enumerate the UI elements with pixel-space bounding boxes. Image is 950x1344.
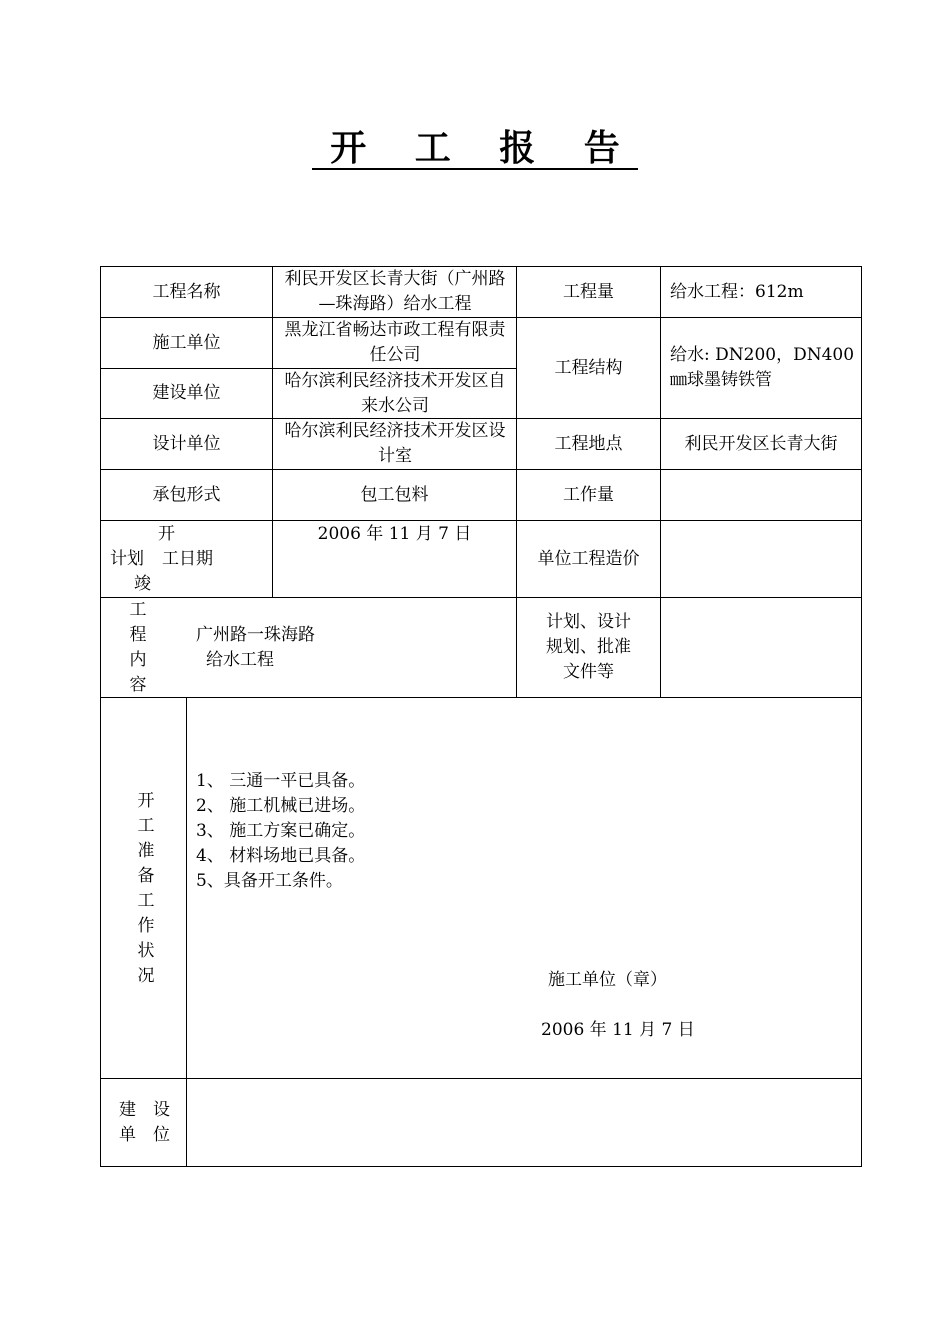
docs-label-line: 文件等 bbox=[563, 662, 614, 682]
content-value-line-2: 给水工程 bbox=[206, 650, 274, 670]
prep-label-char: 工 bbox=[137, 816, 155, 836]
plan-label-plan: 计划 bbox=[110, 549, 144, 569]
content-value-line-1: 广州路一珠海路 bbox=[196, 625, 315, 645]
list-item: 1、 三通一平已具备。 bbox=[196, 771, 366, 791]
contract-value: 包工包料 bbox=[360, 484, 429, 505]
list-item: 3、 施工方案已确定。 bbox=[196, 821, 366, 841]
table-line bbox=[272, 266, 273, 597]
prep-label-char: 备 bbox=[137, 866, 155, 886]
location-value: 利民开发区长青大街 bbox=[684, 433, 838, 454]
prep-label-char: 况 bbox=[137, 966, 155, 986]
plan-label-date: 工日期 bbox=[162, 549, 213, 569]
owner-sign-label-line-1: 建 设 bbox=[119, 1100, 170, 1120]
contract-label: 承包形式 bbox=[152, 484, 221, 505]
location-label: 工程地点 bbox=[554, 433, 623, 454]
project-name-label: 工程名称 bbox=[152, 281, 221, 302]
prep-list bbox=[196, 769, 365, 894]
structure-label: 工程结构 bbox=[554, 357, 623, 378]
constructor-value: 黑龙江省畅达市政工程有限责任公司 bbox=[284, 320, 506, 365]
quantity-label: 工程量 bbox=[563, 281, 614, 302]
structure-value: 给水: DN200，DN400㎜球墨铸铁管 bbox=[670, 345, 855, 390]
title-text: 开 工 报 告 bbox=[312, 128, 638, 170]
table-line bbox=[861, 266, 862, 1167]
prep-label-char: 准 bbox=[137, 841, 155, 861]
designer-label: 设计单位 bbox=[152, 433, 221, 454]
prep-label bbox=[136, 789, 156, 989]
table-line bbox=[100, 697, 862, 698]
project-name-value: 利民开发区长青大街（广州路—珠海路）给水工程 bbox=[284, 269, 506, 314]
workload-label: 工作量 bbox=[563, 484, 614, 505]
unit-cost-value bbox=[661, 521, 861, 597]
document-title bbox=[0, 128, 950, 170]
prep-stamp: 施工单位（章） bbox=[548, 970, 667, 990]
owner-sign-label-line-2: 单 位 bbox=[119, 1125, 170, 1145]
prep-date: 2006 年 11 月 7 日 bbox=[541, 1020, 695, 1040]
workload-value bbox=[661, 470, 861, 520]
list-item: 2、 施工机械已进场。 bbox=[196, 796, 366, 816]
content-label-char: 工 bbox=[129, 600, 147, 620]
list-item: 5、具备开工条件。 bbox=[196, 871, 343, 891]
docs-label bbox=[517, 598, 660, 697]
quantity-value: 给水工程：612m bbox=[670, 281, 804, 302]
docs-label-line: 计划、设计 bbox=[546, 612, 631, 632]
designer-value: 哈尔滨利民经济技术开发区设计室 bbox=[284, 421, 506, 466]
owner-value: 哈尔滨利民经济技术开发区自来水公司 bbox=[284, 370, 506, 416]
prep-label-char: 工 bbox=[137, 891, 155, 911]
prep-label-char: 作 bbox=[137, 916, 155, 936]
table-line bbox=[100, 1166, 862, 1167]
list-item: 4、 材料场地已具备。 bbox=[196, 846, 366, 866]
plan-date-value: 2006 年 11 月 7 日 bbox=[317, 524, 472, 544]
constructor-label: 施工单位 bbox=[152, 332, 221, 353]
docs-value bbox=[661, 598, 861, 697]
unit-cost-label: 单位工程造价 bbox=[537, 548, 640, 569]
owner-label: 建设单位 bbox=[152, 383, 221, 403]
prep-label-char: 开 bbox=[137, 791, 155, 811]
content-label-char: 程 bbox=[129, 625, 147, 645]
prep-label-char: 状 bbox=[137, 941, 155, 961]
content-label-char: 容 bbox=[129, 675, 147, 695]
plan-label-end: 竣 bbox=[134, 574, 151, 594]
content-label bbox=[128, 598, 148, 698]
docs-label-line: 规划、批准 bbox=[546, 637, 631, 657]
content-label-char: 内 bbox=[129, 650, 147, 670]
plan-label-start: 开 bbox=[158, 524, 175, 544]
owner-sign-value bbox=[187, 1079, 861, 1166]
